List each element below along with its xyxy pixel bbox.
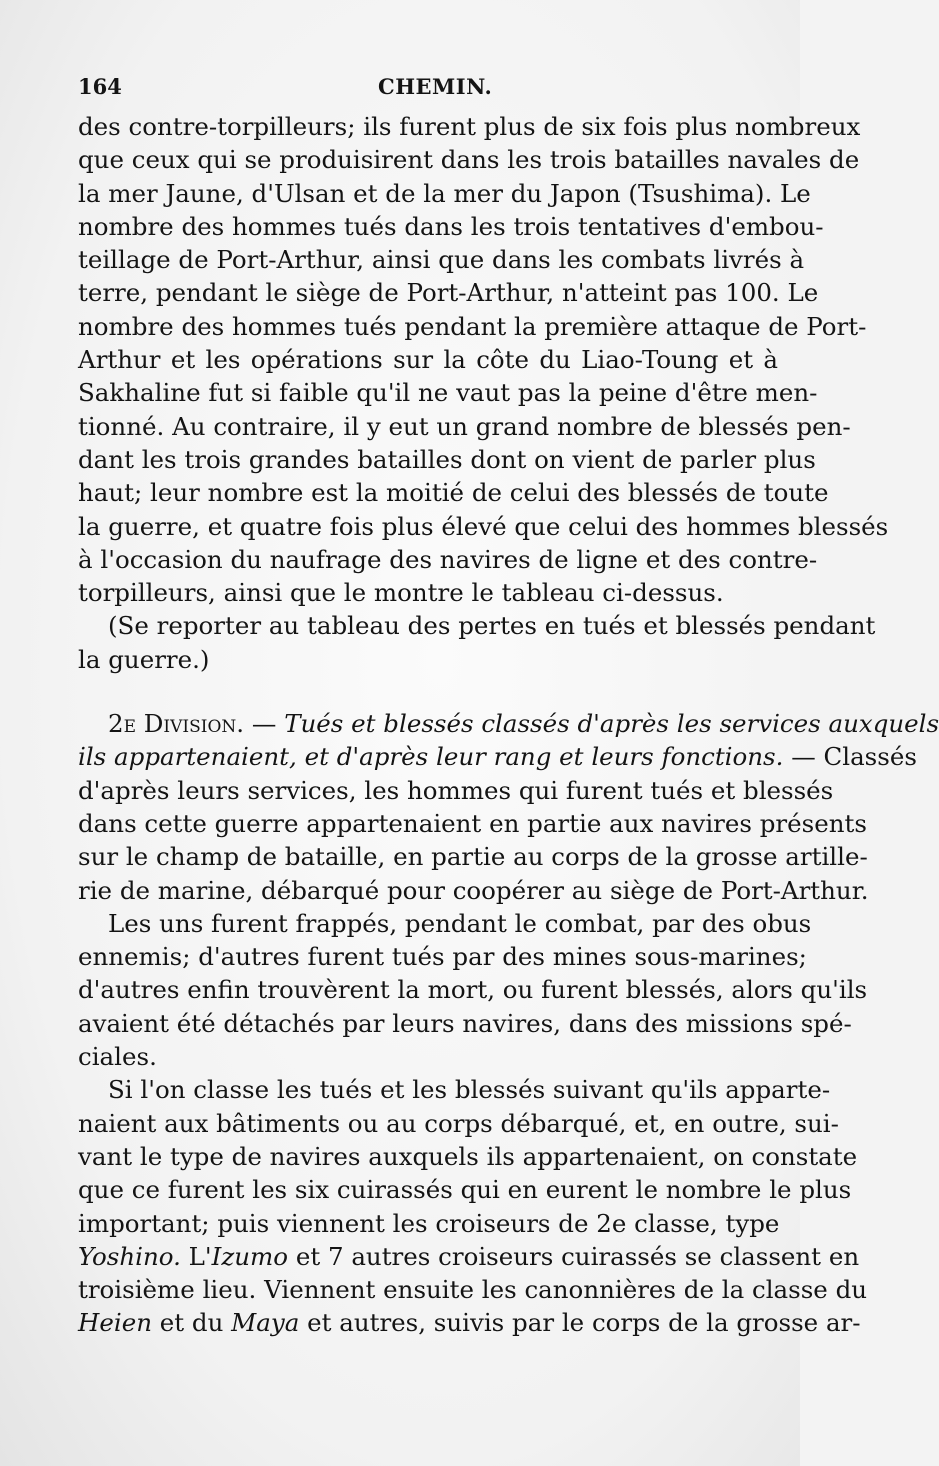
text-line: d'autres enfin trouvèrent la mort, ou furent blessés, alors qu'ils: [78, 975, 868, 1005]
division-heading-line: 2e Division. — Tués et blessés classés d'après les services auxquels: [108, 709, 939, 739]
ship-name: Maya: [231, 1308, 300, 1338]
text-line: d'après leurs services, les hommes qui furent tués et blessés: [78, 775, 834, 805]
running-head: CHEMIN.: [378, 74, 493, 99]
division-title-cont: ils appartenaient, et d'après leur rang et leurs fonctions.: [78, 742, 784, 772]
text-line: la guerre.): [78, 644, 210, 674]
text-line: teillage de Port-Arthur, ainsi que dans les combats livrés à: [78, 245, 805, 275]
text-line: ciales.: [78, 1042, 157, 1072]
text-line: la guerre, et quatre fois plus élevé que celui des hommes blessés: [78, 511, 889, 541]
text-line: Arthur et les opérations sur la côte du Liao-Toung et à: [78, 345, 778, 375]
text-line: vant le type de navires auxquels ils appartenaient, on constate: [78, 1141, 858, 1171]
text-line: Si l'on classe les tués et les blessés suivant qu'ils apparte-: [108, 1075, 831, 1105]
text-line: ennemis; d'autres furent tués par des mines sous-marines;: [78, 942, 807, 972]
text-span: et 7 autres croiseurs cuirassés se classent en: [288, 1241, 860, 1271]
paragraph-4: [78, 907, 868, 1073]
division-label: 2e Division.: [108, 709, 245, 739]
paragraph-1: [78, 110, 889, 609]
text-line: torpilleurs, ainsi que le montre le tableau ci-dessus.: [78, 578, 724, 608]
text-line: troisième lieu. Viennent ensuite les canonnières de la classe du: [78, 1275, 868, 1305]
body-text: [78, 110, 939, 1340]
heading-rest: Classés: [823, 742, 917, 772]
text-line: Sakhaline fut si faible qu'il ne vaut pas la peine d'être men-: [78, 378, 818, 408]
text-line: [78, 1306, 861, 1339]
text-line: dant les trois grandes batailles dont on vient de parler plus: [78, 444, 816, 474]
paragraph-5: [78, 1073, 868, 1339]
paragraph-2: [78, 609, 876, 676]
ship-name: Heien: [78, 1308, 152, 1338]
text-line: sur le champ de bataille, en partie au corps de la grosse artille-: [78, 842, 868, 872]
text-line: que ceux qui se produisirent dans les trois batailles navales de: [78, 145, 860, 175]
text-line: Les uns furent frappés, pendant le combat, par des obus: [108, 908, 812, 938]
text-line: la mer Jaune, d'Ulsan et de la mer du Japon (Tsushima). Le: [78, 178, 811, 208]
division-heading-line: ils appartenaient, et d'après leur rang et leurs fonctions. — Classés: [78, 742, 917, 772]
text-line: (Se reporter au tableau des pertes en tués et blessés pendant: [108, 611, 876, 641]
text-line: naient aux bâtiments ou au corps débarqué, et, en outre, sui-: [78, 1108, 839, 1138]
page-number: 164: [78, 74, 122, 99]
ship-name: Yoshino.: [78, 1241, 181, 1271]
ship-name: Izumo: [211, 1241, 289, 1271]
section-gap: [78, 676, 778, 707]
text-span: et autres, suivis par le corps de la grosse ar-: [299, 1308, 861, 1338]
text-line: important; puis viennent les croiseurs de 2e classe, type: [78, 1208, 780, 1238]
text-line: rie de marine, débarqué pour coopérer au siège de Port-Arthur.: [78, 875, 869, 905]
text-line: haut; leur nombre est la moitié de celui des blessés de toute: [78, 478, 829, 508]
text-line: dans cette guerre appartenaient en partie aux navires présents: [78, 808, 867, 838]
text-line: nombre des hommes tués dans les trois tentatives d'embou-: [78, 211, 824, 241]
division-title: Tués et blessés classés d'après les services auxquels: [284, 709, 939, 739]
text-line: avaient été détachés par leurs navires, dans des missions spé-: [78, 1008, 852, 1038]
text-line: des contre-torpilleurs; ils furent plus de six fois plus nombreux: [78, 112, 861, 141]
page-header: [78, 74, 778, 106]
text-line: que ce furent les six cuirassés qui en eurent le nombre le plus: [78, 1175, 852, 1205]
text-line: tionné. Au contraire, il y eut un grand nombre de blessés pen-: [78, 411, 851, 441]
division-section: [78, 707, 939, 907]
text-span: et du: [151, 1308, 232, 1338]
text-line: nombre des hommes tués pendant la première attaque de Port-: [78, 311, 867, 341]
text-line: [78, 1240, 860, 1273]
text-line: à l'occasion du naufrage des navires de ligne et des contre-: [78, 544, 818, 574]
text-span: L': [180, 1241, 212, 1271]
text-line: terre, pendant le siège de Port-Arthur, n'atteint pas 100. Le: [78, 278, 819, 308]
